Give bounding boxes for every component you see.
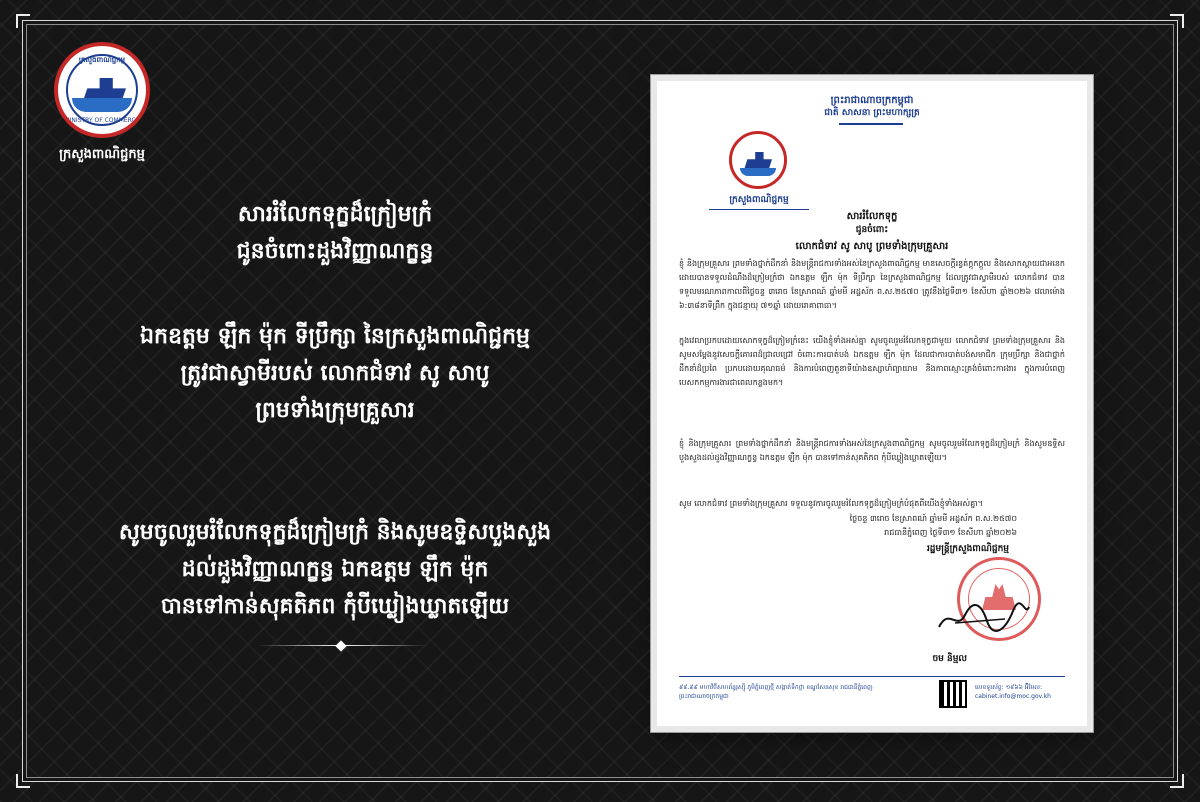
footer-contact: លេខទូរស័ព្ទ: ១៩៦៦ អ៊ីមែល: cabinet.info@moc.gov.kh bbox=[975, 684, 1051, 700]
wish-line: បានទៅកាន់សុគតិភព កុំបីឃ្លៀងឃ្លាតឡើយ bbox=[160, 594, 510, 619]
wish-line: សូមចូលរួមរំលែកទុក្ខដ៏ក្រៀមក្រំ និងសូមឧទ្ទិសបួងសួង bbox=[118, 520, 552, 545]
ministry-name: ក្រសួងពាណិជ្ជកម្ម bbox=[59, 147, 145, 162]
diamond-icon bbox=[335, 640, 346, 651]
header-ornament bbox=[839, 123, 903, 125]
ministry-emblem-icon bbox=[54, 42, 150, 138]
kingdom-header: ព្រះរាជាណាចក្រកម្ពុជា bbox=[830, 95, 914, 106]
condolence-heading bbox=[40, 196, 630, 270]
wish-line: ដល់ដួងវិញ្ញាណក្ខន្ធ ឯកឧត្តម ឡឹក ម៉ុក bbox=[181, 557, 489, 582]
frame-corner-ornament bbox=[16, 774, 30, 788]
document-paragraph: ក្នុងវេលាប្រកបដោយសោកទុក្ខដ៏ក្រៀមក្រំនេះ យើងខ្ញុំទាំងអស់គ្នា សូមចូលរួមរំលែកទុក្ខជាមួយ លោកជំទាវ ព្រមទាំងក្រុមគ្រួសារ និងសូមសម្តែងនូវសេចក្តីគោរពដ៏ជ្រាលជ្រៅ ចំពោះការបាត់បង់ ឯកឧត្តម ឡឹក ម៉ុក ដែលជាការបាត់បង់សមាជិក ក្រុមប្រឹក្សា និងជាថ្នាក់ដឹកនាំដ៏ប្រពៃ ប្រកបដោយគុណធម៌ និងការបំពេញតួនាទីយ៉ាងឧស្សាហ៍ព្យាយាម និងភាពស្មោះត្រង់ចំពោះការងារ ក្នុងការបំពេញបេសកកម្មការងារជាពេលកន្លងមក។ bbox=[679, 336, 1065, 387]
deceased-line: ឯកឧត្តម ឡឹក ម៉ុក ទីប្រឹក្សា នៃក្រសួងពាណិជ្ជកម្ម bbox=[140, 324, 530, 349]
frame-corner-ornament bbox=[1170, 14, 1184, 28]
signer-name: ចម និម្មល bbox=[932, 654, 967, 664]
signer-title: រដ្ឋមន្ត្រីក្រសួងពាណិជ្ជកម្ម bbox=[926, 544, 1009, 554]
document-paragraph: ខ្ញុំ និងក្រុមគ្រួសារ ព្រមទាំងថ្នាក់ដឹកនាំ និងមន្ត្រីរាជការទាំងអស់នៃក្រសួងពាណិជ្ជកម្ម មានសេចក្តីរន្ធត់ក្តុកក្តួល និងសោកស្តាយជាអនេកដោយបានទទួលដំណឹងដ៏ក្រៀមក្រំថា ឯកឧត្តម ឡឹក ម៉ុក ទីប្រឹក្សា នៃក្រសួងពាណិជ្ជកម្ម ដែលត្រូវជាស្វាមីរបស់ លោកជំទាវ បានទទួលមរណភាពកាលពីថ្ងៃចន្ទ ៣រោច ខែស្រាពណ៍ ឆ្នាំមមី អដ្ឋស័ក ព.ស.២៥៧០ ត្រូវនឹងថ្ងៃទី៣១ ខែសីហា ឆ្នាំ២០២៦ វេលាម៉ោង ៦:៣៨នាទីព្រឹក ក្នុងជន្មាយុ ៧១ឆ្នាំ ដោយរោគាពាធា។ bbox=[679, 259, 1065, 310]
frame-corner-ornament bbox=[1170, 774, 1184, 788]
deceased-line: ព្រមទាំងក្រុមគ្រួសារ bbox=[255, 398, 415, 423]
motto-header: ជាតិ សាសនា ព្រះមហាក្សត្រ bbox=[824, 108, 920, 118]
emblem-bottom-text: MINISTRY OF COMMERCE bbox=[64, 117, 140, 124]
ministry-logo bbox=[40, 42, 164, 165]
frame-corner-ornament bbox=[16, 14, 30, 28]
footer-address: ៩៩.៩៩ មហាវិថីសហព័ន្ធរុស្ស៊ី ភូមិភ្នំពេញថ្មី សង្កាត់ទឹកថ្លា ខណ្ឌសែនសុខ រាជធានីភ្នំពេញ ព្រះរាជាណាចក្រកម្ពុជា bbox=[679, 684, 873, 700]
document-ministry-name: ក្រសួងពាណិជ្ជកម្ម bbox=[709, 194, 809, 210]
document-to: ជូនចំពោះ bbox=[855, 225, 889, 235]
lunar-date: ថ្ងៃចន្ទ ៣រោច ខែស្រាពណ៍ ឆ្នាំមមី អដ្ឋស័ក ព.ស.២៥៧០ bbox=[849, 514, 1017, 523]
document-recipient: លោកជំទាវ សូ សាបូ ព្រមទាំងក្រុមគ្រួសារ bbox=[795, 241, 949, 252]
document-emblem-icon bbox=[729, 131, 787, 189]
footer-divider bbox=[679, 676, 1065, 677]
ornamental-divider bbox=[257, 641, 427, 651]
document-title: សាររំលែកទុក្ខ bbox=[846, 211, 898, 222]
heading-line: សាររំលែកទុក្ខដ៏ក្រៀមក្រំ bbox=[237, 202, 433, 227]
emblem-top-text: ក្រសួងពាណិជ្ជកម្ម bbox=[78, 56, 126, 64]
document-paragraph: ខ្ញុំ និងក្រុមគ្រួសារ ព្រមទាំងថ្នាក់ដឹកនាំ និងមន្ត្រីរាជការទាំងអស់នៃក្រសួងពាណិជ្ជកម្ម សូមចូលរួមរំលែកទុក្ខដ៏ក្រៀមក្រំ និងសូមឧទ្ទិសបួងសួងដល់ដួងវិញ្ញាណក្ខន្ធ ឯកឧត្តម ឡឹក ម៉ុក បានទៅកាន់សុគតិភព កុំបីឃ្លៀងឃ្លាតឡើយ។ bbox=[679, 439, 1065, 462]
qr-code-icon bbox=[939, 680, 967, 708]
wave-icon bbox=[740, 168, 776, 176]
condolence-letter-document bbox=[657, 81, 1087, 726]
heading-line: ជូនចំពោះដួងវិញ្ញាណក្ខន្ធ bbox=[236, 239, 434, 264]
deceased-info bbox=[40, 318, 630, 429]
deceased-line: ត្រូវជាស្វាមីរបស់ លោកជំទាវ សូ សាបូ bbox=[180, 361, 490, 386]
signature-icon bbox=[935, 597, 1031, 637]
document-paragraph: សូម លោកជំទាវ ព្រមទាំងក្រុមគ្រួសារ ទទួលនូវការចូលរួមរំលែកទុក្ខដ៏ក្រៀមក្រំបំផុតពីយើងខ្ញុំទាំងអស់គ្នា។ bbox=[679, 499, 983, 508]
solar-date: រាជធានីភ្នំពេញ ថ្ងៃទី៣១ ខែសីហា ឆ្នាំ២០២៦ bbox=[884, 528, 1017, 537]
wave-icon bbox=[72, 98, 132, 112]
condolence-wish bbox=[40, 514, 630, 625]
